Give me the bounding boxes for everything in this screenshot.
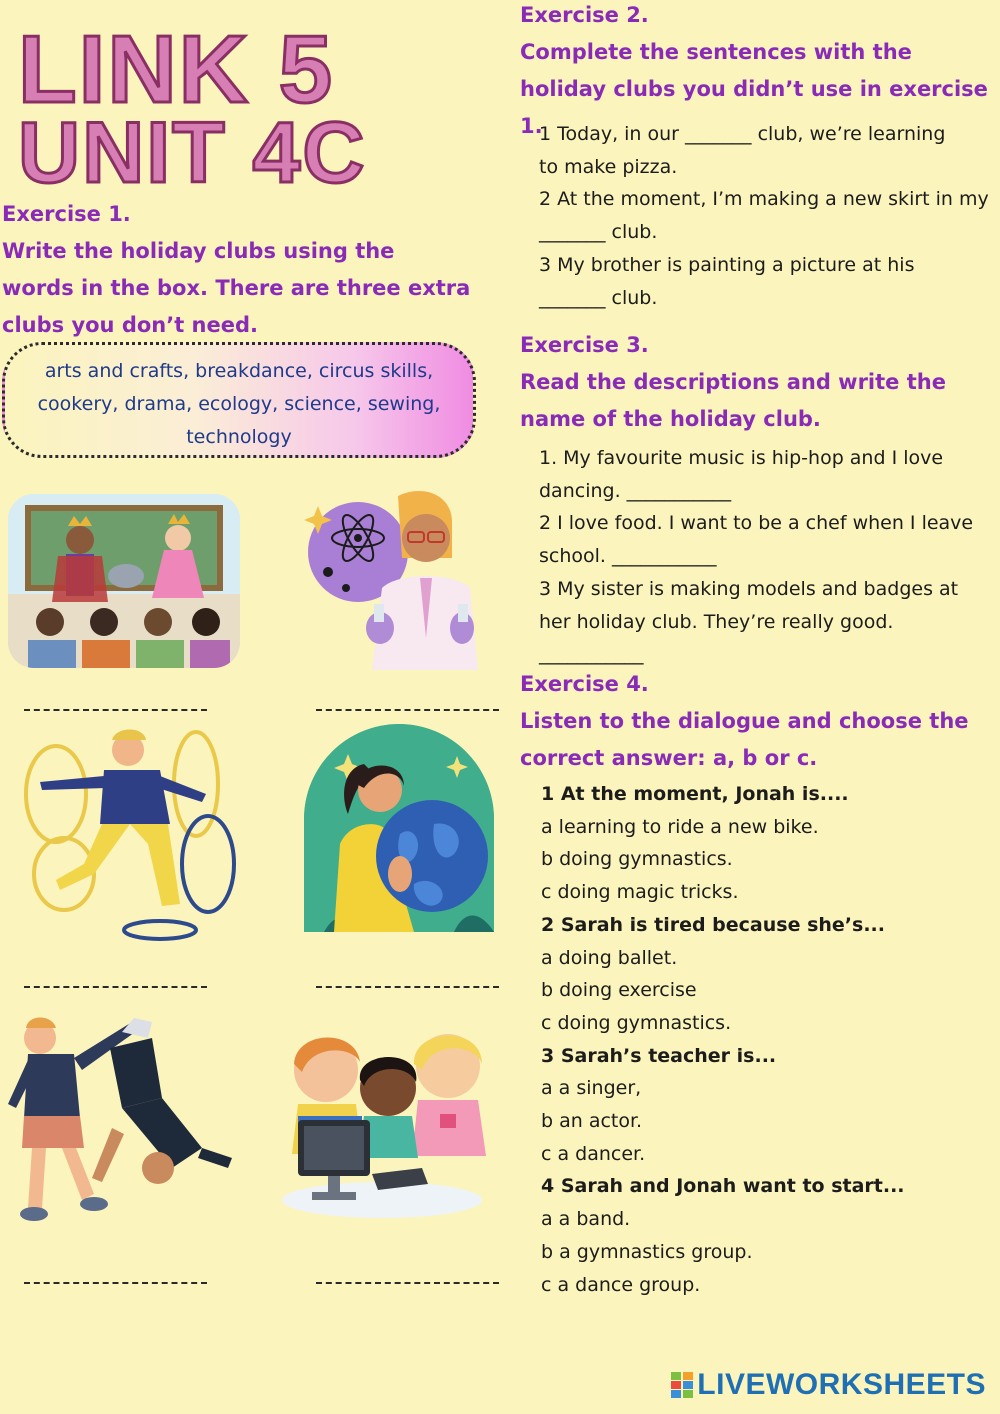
option-2b[interactable]: b doing exercise [541, 979, 697, 1002]
option-1c[interactable]: c doing magic tricks. [541, 881, 739, 904]
exercise-2-line: 3 My brother is painting a picture at his [539, 253, 915, 276]
question-1: 1 At the moment, Jonah is.... [541, 783, 849, 805]
breakdance-illustration [2, 1008, 242, 1230]
ecology-illustration [304, 724, 494, 932]
question-2: 2 Sarah is tired because she’s... [541, 913, 885, 936]
exercise-2-line: _______ club. [539, 286, 658, 309]
exercise-4-heading: Exercise 4. [520, 672, 649, 696]
option-2c[interactable]: c doing gymnastics. [541, 1011, 732, 1034]
exercise-3-descriptions [539, 442, 994, 671]
exercise-1-header [2, 196, 472, 344]
option-2a[interactable]: a doing ballet. [541, 946, 678, 969]
exercise-2-sentences [539, 118, 994, 314]
answer-line[interactable] [316, 1282, 499, 1284]
exercise-3-line: 3 My sister is making models and badges at [539, 577, 959, 600]
answer-line[interactable] [24, 986, 207, 988]
option-1b[interactable]: b doing gymnastics. [541, 848, 733, 871]
question-4: 4 Sarah and Jonah want to start... [541, 1175, 905, 1198]
title-line-2: UNIT 4C [18, 105, 367, 201]
answer-line[interactable] [24, 1282, 207, 1284]
liveworksheets-logo [671, 1368, 986, 1402]
option-3b[interactable]: b an actor. [541, 1110, 643, 1133]
exercise-3-line: dancing. ___________ [539, 479, 732, 502]
exercise-4-instruction: Listen to the dialogue and choose the correct answer: a, b or c. [520, 709, 969, 770]
exercise-2-line: to make pizza. [539, 155, 678, 178]
option-3a[interactable]: a a singer, [541, 1077, 642, 1100]
circus-illustration [20, 724, 242, 944]
exercise-3-line: 2 I love food. I want to be a chef when I leave [539, 512, 974, 535]
exercise-1-heading: Exercise 1. [2, 202, 131, 226]
science-illustration [302, 488, 478, 670]
drama-illustration [8, 494, 240, 668]
exercise-3-line: her holiday club. They’re really good. [539, 610, 894, 633]
option-4b[interactable]: b a gymnastics group. [541, 1240, 753, 1263]
exercise-2-line: _______ club. [539, 221, 658, 244]
option-4c[interactable]: c a dance group. [541, 1273, 701, 1296]
answer-line[interactable] [316, 986, 499, 988]
exercise-1-instruction: Write the holiday clubs using the words in the box. There are three extra clubs you don’t need. [2, 239, 471, 337]
circus-picture [20, 724, 242, 944]
answer-line[interactable] [316, 709, 499, 711]
ecology-picture [304, 724, 494, 932]
technology-picture [272, 1024, 500, 1220]
technology-illustration [272, 1024, 500, 1220]
option-4a[interactable]: a a band. [541, 1208, 631, 1231]
exercise-4-header [520, 666, 990, 777]
exercise-2-instruction: Complete the sentences with the holiday clubs you didn’t use in exercise 1. [520, 40, 988, 138]
word-box [2, 342, 476, 458]
option-3c[interactable]: c a dancer. [541, 1142, 646, 1165]
exercise-3-instruction: Read the descriptions and write the name of the holiday club. [520, 370, 946, 431]
drama-picture [8, 494, 240, 668]
exercise-2-line: 2 At the moment, I’m making a new skirt in my [539, 188, 989, 211]
exercise-2-heading: Exercise 2. [520, 3, 649, 27]
option-1a[interactable]: a learning to ride a new bike. [541, 815, 819, 838]
liveworksheets-wordmark: LIVEWORKSHEETS [697, 1368, 986, 1401]
exercise-3-header [520, 327, 995, 438]
exercise-3-heading: Exercise 3. [520, 333, 649, 357]
question-3: 3 Sarah’s teacher is... [541, 1044, 777, 1067]
answer-line[interactable] [24, 709, 207, 711]
exercise-3-line: ___________ [539, 643, 644, 666]
breakdance-picture [2, 1008, 242, 1230]
word-box-text: arts and crafts, breakdance, circus skills, cookery, drama, ecology, science, sewing, technology [37, 360, 441, 448]
science-picture [302, 488, 478, 670]
exercise-3-line: school. ___________ [539, 545, 717, 568]
exercise-2-line: 1 Today, in our _______ club, we’re learning [539, 123, 946, 145]
exercise-3-line: 1. My favourite music is hip-hop and I love [539, 447, 944, 469]
liveworksheets-icon [671, 1372, 693, 1398]
exercise-4-questions [541, 778, 991, 1301]
title-line-1: LINK 5 [18, 16, 335, 123]
